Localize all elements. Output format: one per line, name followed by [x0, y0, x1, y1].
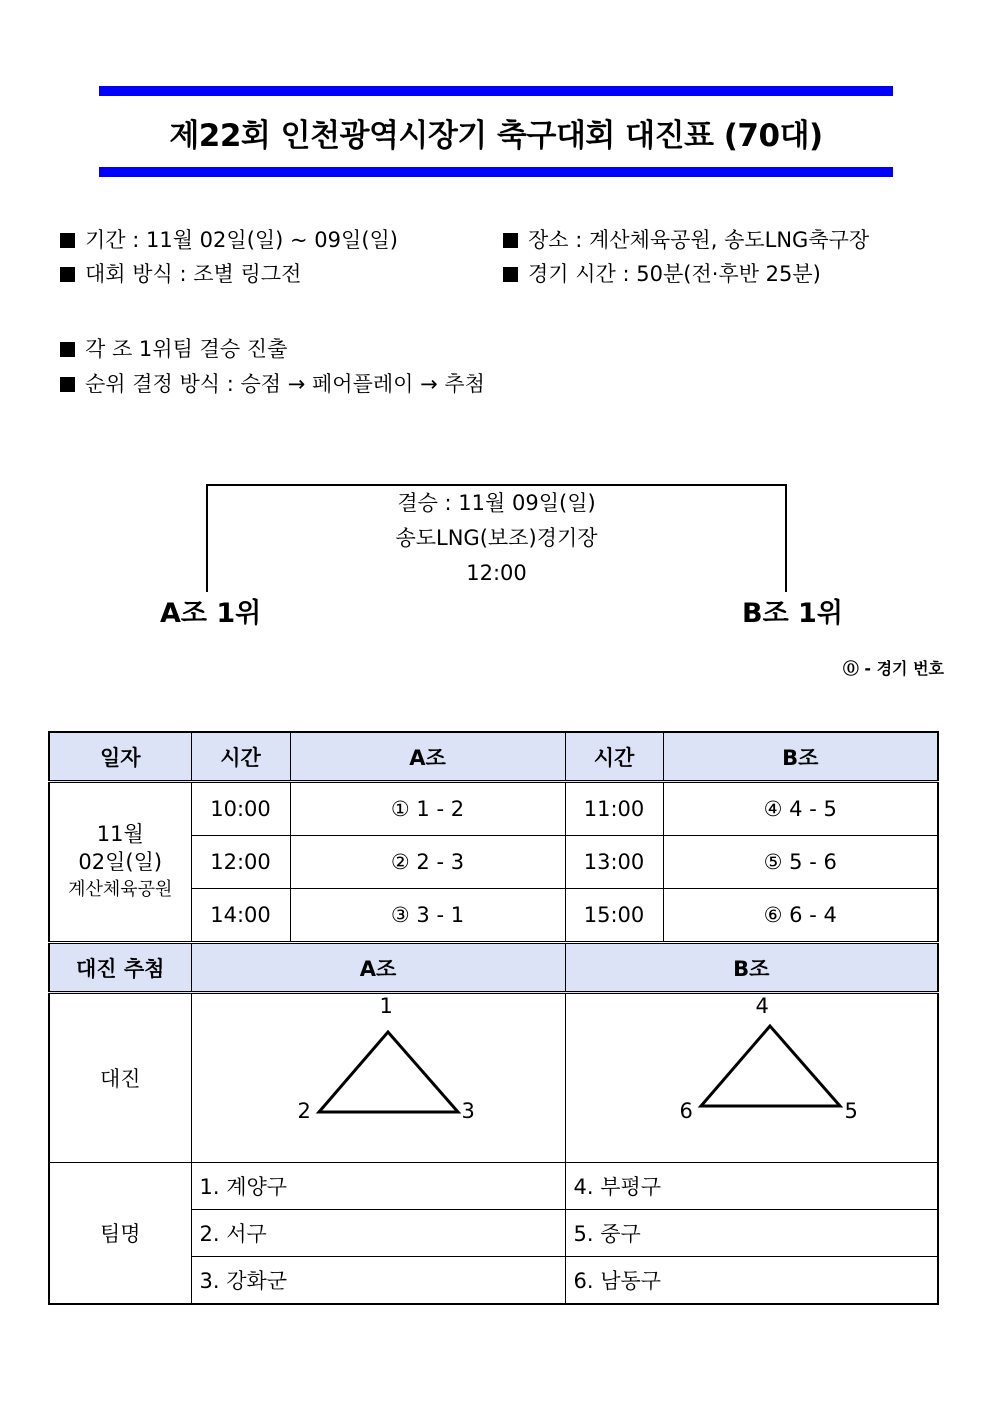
final-left-team: A조 1위 [160, 598, 262, 629]
time-a-cell: 14:00 [191, 889, 290, 943]
triangle-b-diagram [566, 994, 938, 1162]
triangle-a-top: 1 [379, 994, 393, 1018]
team-row [49, 1163, 938, 1210]
draw-header-row [49, 943, 938, 993]
square-bullet-icon [60, 267, 75, 282]
match-b-cell: ④ 4 - 5 [663, 782, 938, 836]
final-info [206, 486, 787, 591]
team-b-cell: 6. 남동구 [565, 1257, 938, 1305]
triangle-b-cell [565, 993, 938, 1163]
header-date: 일자 [49, 732, 191, 782]
page-title: 제22회 인천광역시장기 축구대회 대진표 (70대) [169, 118, 823, 154]
header-group-a: A조 [290, 732, 565, 782]
triangle-b-top: 4 [755, 994, 769, 1018]
header-group-b: B조 [663, 732, 938, 782]
title-top-bar [99, 86, 893, 96]
draw-header-group-b: B조 [565, 943, 938, 993]
info-advance: 각 조 1위팀 결승 진출 [60, 333, 287, 363]
time-a-cell: 12:00 [191, 836, 290, 889]
draw-header-group-a: A조 [191, 943, 565, 993]
header-time-b: 시간 [565, 732, 663, 782]
info-period: 기간 : 11월 02일(일) ~ 09일(일) [60, 224, 398, 254]
draw-row [49, 993, 938, 1163]
table-header-row [49, 732, 938, 782]
final-right-team: B조 1위 [742, 598, 843, 629]
match-a-cell: ① 1 - 2 [290, 782, 565, 836]
triangle-a-left: 2 [297, 1099, 311, 1123]
table-row [49, 782, 938, 836]
match-a-cell: ② 2 - 3 [290, 836, 565, 889]
team-b-cell: 4. 부평구 [565, 1163, 938, 1210]
time-a-cell: 10:00 [191, 782, 290, 836]
date-cell: 11월 02일(일) 계산체육공원 [49, 782, 191, 943]
triangle-b-left: 6 [679, 1099, 693, 1123]
team-label: 팀명 [49, 1163, 191, 1305]
square-bullet-icon [503, 233, 518, 248]
header-time-a: 시간 [191, 732, 290, 782]
final-date: 결승 : 11월 09일(일) [397, 491, 596, 515]
match-b-cell: ⑥ 6 - 4 [663, 889, 938, 943]
time-b-cell: 15:00 [565, 889, 663, 943]
time-b-cell: 13:00 [565, 836, 663, 889]
team-b-cell: 5. 중구 [565, 1210, 938, 1257]
triangle-b-right: 5 [844, 1099, 858, 1123]
schedule-table [48, 731, 939, 1305]
team-a-cell: 2. 서구 [191, 1210, 565, 1257]
square-bullet-icon [60, 342, 75, 357]
info-venue: 장소 : 계산체육공원, 송도LNG축구장 [503, 224, 869, 254]
final-time: 12:00 [466, 561, 527, 585]
info-match-time: 경기 시간 : 50분(전·후반 25분) [503, 258, 821, 288]
info-format: 대회 방식 : 조별 링그전 [60, 258, 301, 288]
square-bullet-icon [503, 267, 518, 282]
match-a-cell: ③ 3 - 1 [290, 889, 565, 943]
square-bullet-icon [60, 377, 75, 392]
square-bullet-icon [60, 233, 75, 248]
team-a-cell: 1. 계양구 [191, 1163, 565, 1210]
triangle-a-right: 3 [461, 1099, 475, 1123]
triangle-a-cell [191, 993, 565, 1163]
match-b-cell: ⑤ 5 - 6 [663, 836, 938, 889]
team-a-cell: 3. 강화군 [191, 1257, 565, 1305]
final-venue: 송도LNG(보조)경기장 [395, 526, 598, 550]
draw-header-label: 대진 추첨 [49, 943, 191, 993]
title-bottom-bar [99, 167, 893, 177]
draw-label: 대진 [49, 993, 191, 1163]
info-ranking: 순위 결정 방식 : 승점 → 페어플레이 → 추첨 [60, 368, 485, 398]
legend-match-number: ⓪ - 경기 번호 [842, 659, 944, 678]
time-b-cell: 11:00 [565, 782, 663, 836]
triangle-a-diagram [192, 994, 566, 1162]
